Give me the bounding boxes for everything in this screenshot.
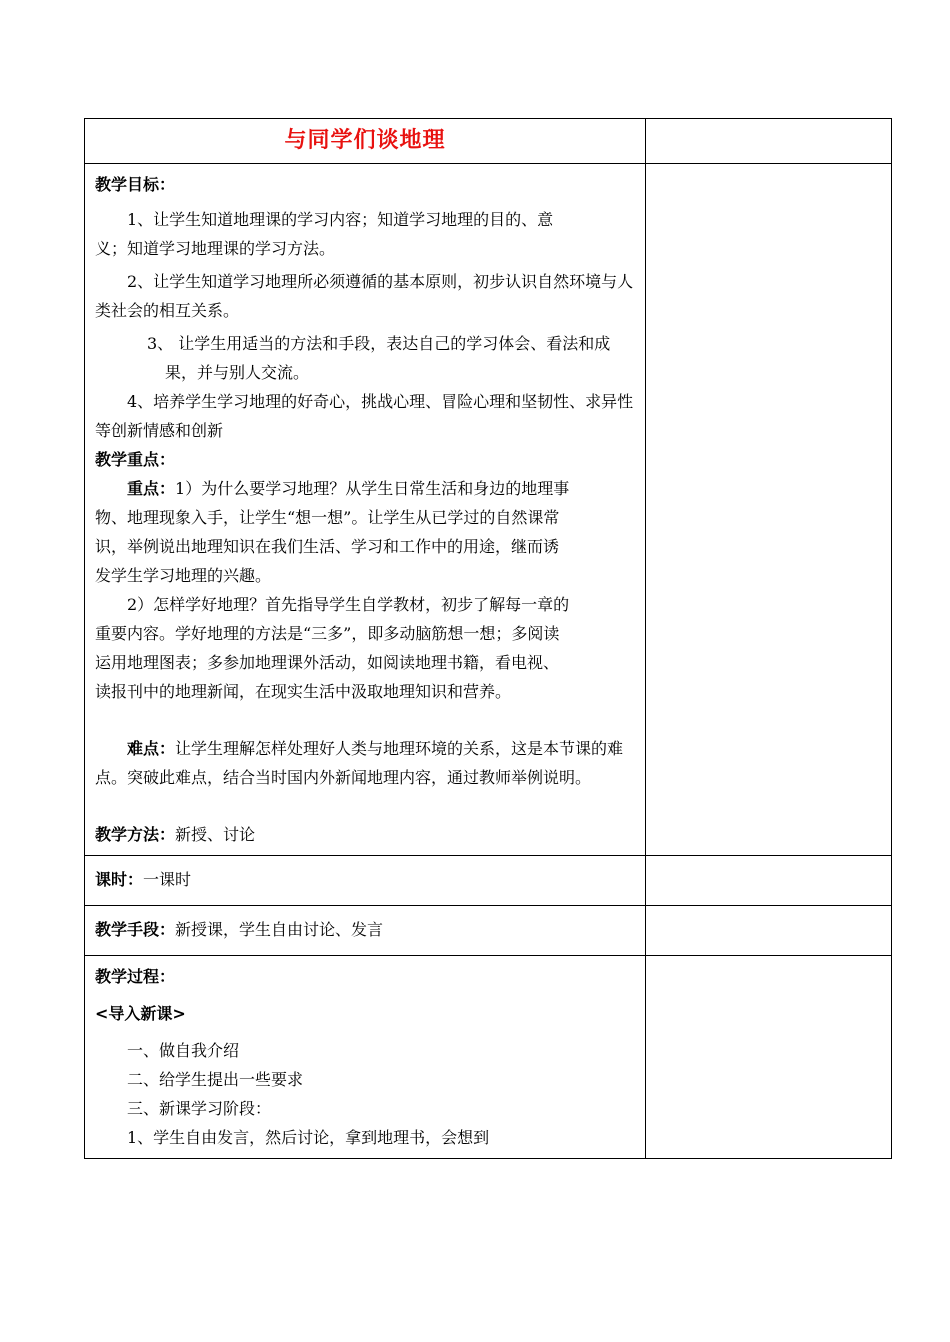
objective-1: 1、让学生知道地理课的学习内容；知道学习地理的目的、意义；知道学习地理课的学习方法。	[95, 210, 554, 258]
objective-2: 2、让学生知道学习地理所必须遵循的基本原则，初步认识自然环境与人类社会的相互关系。	[95, 272, 634, 320]
means-label: 教学手段：	[95, 920, 176, 939]
process-cell	[85, 956, 646, 1159]
period-cell	[85, 856, 646, 906]
notes-cell	[646, 119, 892, 164]
method-value: 新授、讨论	[175, 825, 256, 844]
period-value: 一课时	[143, 870, 192, 889]
key-point-1-text: 1）为什么要学习地理？从学生日常生活和身边的地理事物、地理现象入手，让学生“想一想”。让学生从已学过的自然课常识，举例说出地理知识在我们生活、学习和工作中的用途，继而诱发学生学习地理的兴趣。	[95, 479, 570, 585]
notes-cell	[646, 164, 892, 856]
process-row	[85, 956, 892, 1159]
period-label: 课时：	[95, 870, 144, 889]
process-heading: 教学过程：	[95, 967, 176, 986]
key-points-heading: 教学重点：	[95, 450, 176, 469]
content-cell	[85, 164, 646, 856]
difficulty-text: 让学生理解怎样处理好人类与地理环境的关系，这是本节课的难点。突破此难点，结合当时国内外新闻地理内容，通过教师举例说明。	[95, 739, 624, 787]
objective-3: 3、 让学生用适当的方法和手段，表达自己的学习体会、看法和成果，并与别人交流。	[147, 334, 611, 382]
key-point-1	[95, 474, 573, 590]
period-row	[85, 856, 892, 906]
objective-4: 4、培养学生学习地理的好奇心，挑战心理、冒险心理和坚韧性、求异性等创新情感和创新	[95, 392, 634, 440]
difficulty	[95, 734, 637, 792]
spacer	[95, 792, 637, 820]
intro-heading: <导入新课>	[95, 1004, 186, 1023]
content-row	[85, 164, 892, 856]
method-label: 教学方法：	[95, 825, 176, 844]
notes-cell	[646, 956, 892, 1159]
objectives-heading: 教学目标：	[95, 175, 176, 194]
title-row	[85, 119, 892, 164]
difficulty-label: 难点：	[127, 739, 176, 758]
title-cell	[85, 119, 646, 164]
teaching-method	[95, 820, 637, 849]
lesson-plan-table	[84, 118, 892, 1159]
means-cell	[85, 906, 646, 956]
process-step-1: 一、做自我介绍	[127, 1041, 240, 1060]
process-step-2: 二、给学生提出一些要求	[127, 1070, 304, 1089]
notes-cell	[646, 906, 892, 956]
means-value: 新授课，学生自由讨论、发言	[175, 920, 384, 939]
key-point-label: 重点：	[127, 479, 176, 498]
means-row	[85, 906, 892, 956]
process-step-4: 1、学生自由发言，然后讨论，拿到地理书，会想到	[127, 1128, 490, 1147]
spacer	[95, 706, 637, 734]
notes-cell	[646, 856, 892, 906]
document-title: 与同学们谈地理	[284, 128, 446, 153]
process-step-3: 三、新课学习阶段：	[127, 1099, 272, 1118]
key-point-2: 2）怎样学好地理？首先指导学生自学教材，初步了解每一章的重要内容。学好地理的方法是“三多”，即多动脑筋想一想；多阅读运用地理图表；多参加地理课外活动，如阅读地理书籍，看电视、读报刊中的地理新闻，在现实生活中汲取地理知识和营养。	[95, 595, 570, 701]
